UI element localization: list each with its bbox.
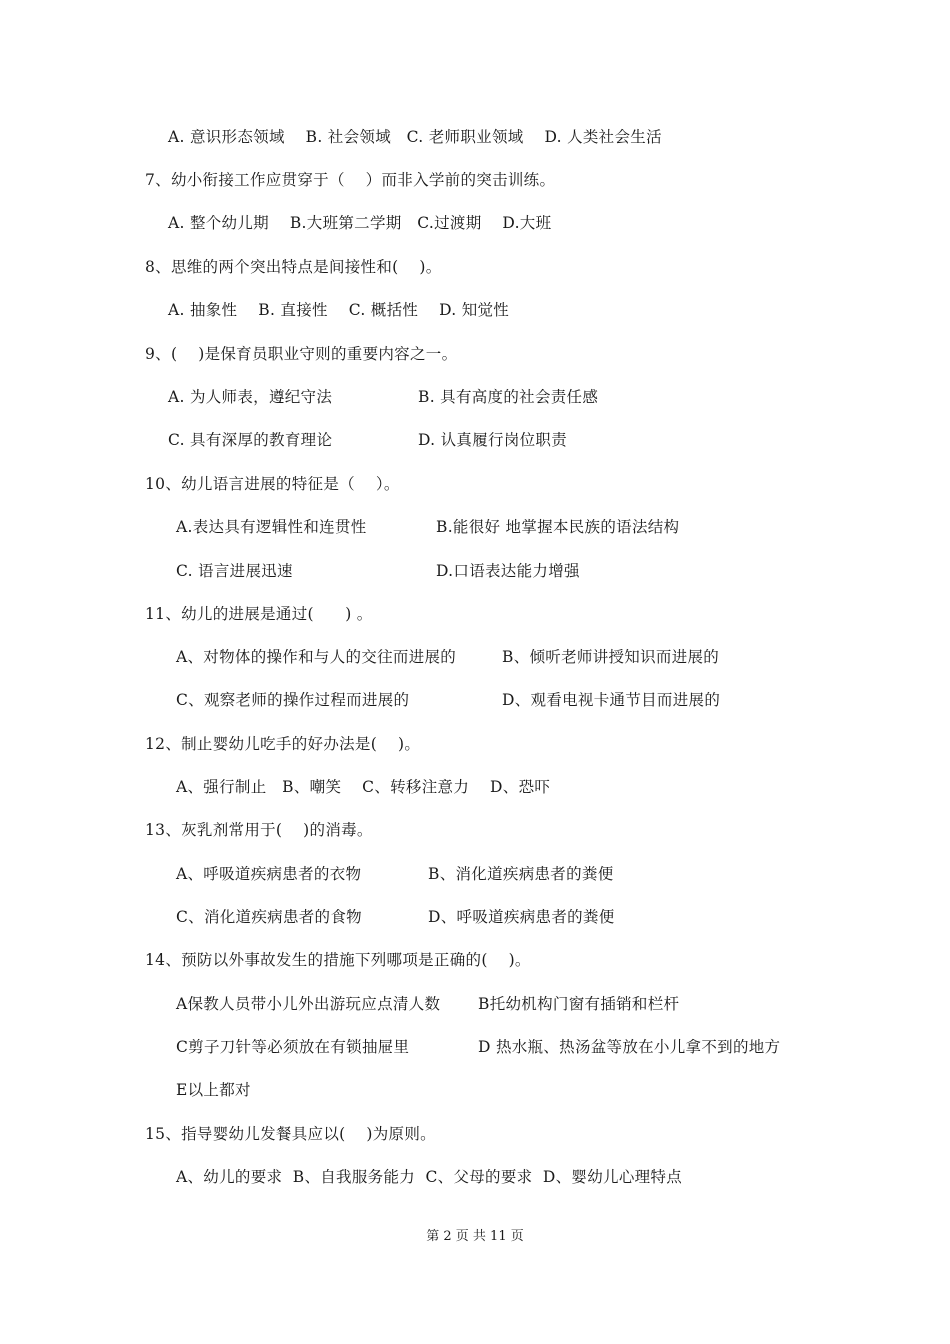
- q7-stem: 7、幼小衔接工作应贯穿于（ ）而非入学前的突击训练。: [145, 171, 556, 189]
- q14-option-e: E以上都对: [176, 1081, 251, 1099]
- page-footer: 第 2 页 共 11 页: [426, 1229, 524, 1244]
- q9-option-d: D. 认真履行岗位职责: [418, 431, 568, 449]
- q12-stem: 12、制止婴幼儿吃手的好办法是( )。: [145, 735, 421, 753]
- q10-option-b: B.能很好 地掌握本民族的语法结构: [436, 518, 680, 536]
- q12-options: A、强行制止 B、嘲笑 C、转移注意力 D、恐吓: [176, 778, 551, 796]
- q9-option-c: C. 具有深厚的教育理论: [168, 431, 333, 449]
- q8-options: A. 抽象性 B. 直接性 C. 概括性 D. 知觉性: [168, 301, 510, 319]
- q13-option-c: C、消化道疾病患者的食物: [176, 908, 362, 926]
- q10-option-c: C. 语言进展迅速: [176, 562, 293, 580]
- q10-option-d: D.口语表达能力增强: [436, 562, 580, 580]
- q13-option-a: A、呼吸道疾病患者的衣物: [176, 865, 362, 883]
- q6-options: A. 意识形态领域 B. 社会领域 C. 老师职业领域 D. 人类社会生活: [168, 128, 662, 146]
- q15-stem: 15、指导婴幼儿发餐具应以( )为原则。: [145, 1125, 436, 1143]
- q14-option-d: D 热水瓶、热汤盆等放在小儿拿不到的地方: [478, 1038, 781, 1056]
- q10-option-a: A.表达具有逻辑性和连贯性: [176, 518, 367, 536]
- q13-stem: 13、灰乳剂常用于( )的消毒。: [145, 821, 373, 839]
- q8-stem: 8、思维的两个突出特点是间接性和( )。: [145, 258, 442, 276]
- q13-option-d: D、呼吸道疾病患者的粪便: [428, 908, 615, 926]
- q7-options: A. 整个幼儿期 B.大班第二学期 C.过渡期 D.大班: [168, 214, 552, 232]
- q14-stem: 14、预防以外事故发生的措施下列哪项是正确的( )。: [145, 951, 531, 969]
- q11-option-d: D、观看电视卡通节目而进展的: [502, 691, 721, 709]
- q11-stem: 11、幼儿的进展是通过( ) 。: [145, 605, 373, 623]
- q11-option-a: A、对物体的操作和与人的交往而进展的: [176, 648, 457, 666]
- q14-option-b: B托幼机构门窗有插销和栏杆: [478, 995, 680, 1013]
- q11-option-b: B、倾听老师讲授知识而进展的: [502, 648, 720, 666]
- q14-option-c: C剪子刀针等必须放在有锁抽屉里: [176, 1038, 410, 1056]
- q9-option-b: B. 具有高度的社会责任感: [418, 388, 599, 406]
- q11-option-c: C、观察老师的操作过程而进展的: [176, 691, 410, 709]
- q15-options: A、幼儿的要求 B、自我服务能力 C、父母的要求 D、婴幼儿心理特点: [176, 1168, 683, 1186]
- q9-option-a: A. 为人师表，遵纪守法: [168, 388, 333, 406]
- q10-stem: 10、幼儿语言进展的特征是（ ）。: [145, 475, 400, 493]
- q13-option-b: B、消化道疾病患者的粪便: [428, 865, 614, 883]
- q14-option-a: A保教人员带小儿外出游玩应点清人数: [176, 995, 441, 1013]
- q9-stem: 9、( )是保育员职业守则的重要内容之一。: [145, 345, 458, 363]
